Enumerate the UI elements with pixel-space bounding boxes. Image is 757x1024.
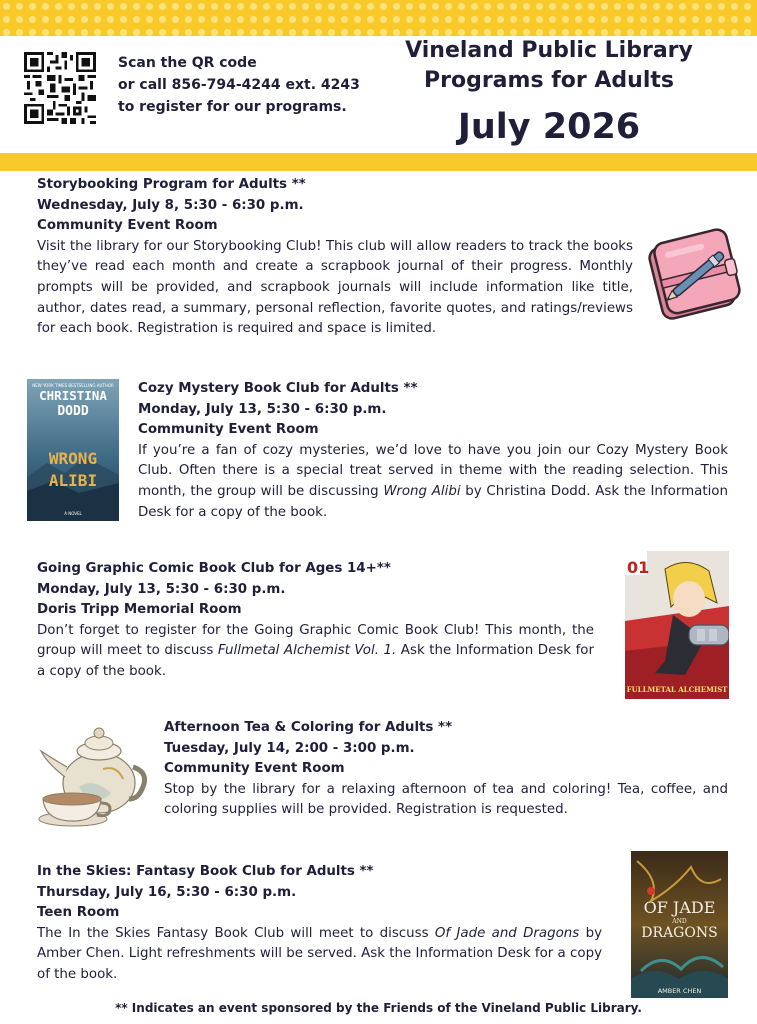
event-title: Afternoon Tea & Coloring for Adults ** xyxy=(164,720,453,735)
event-description: The In the Skies Fantasy Book Club will meet to discuss Of Jade and Dragons by Amber Chen. Light refreshments will be served. Ask the Information Desk for a copy of the book. xyxy=(37,925,602,982)
fullmetal-alchemist-book-cover xyxy=(625,551,729,699)
event-title: Storybooking Program for Adults ** xyxy=(37,177,306,192)
header-divider-band xyxy=(0,153,757,171)
registration-instructions xyxy=(118,52,388,118)
event-going-graphic xyxy=(37,559,594,683)
cover-author-first: CHRISTINA xyxy=(39,388,107,403)
book-title: Of Jade and Dragons xyxy=(434,925,580,941)
event-cozy-mystery xyxy=(138,379,728,523)
event-room: Community Event Room xyxy=(138,422,319,438)
event-storybooking xyxy=(37,175,633,340)
cover-title-2: DRAGONS xyxy=(641,925,718,941)
wrong-alibi-book-cover xyxy=(27,379,119,521)
event-date: Tuesday, July 14, 2:00 - 3:00 p.m. xyxy=(164,740,415,756)
event-afternoon-tea xyxy=(164,718,728,821)
registration-line-3: to register for our programs. xyxy=(118,99,347,115)
page-title xyxy=(396,36,702,150)
cover-title-and: AND xyxy=(672,918,687,925)
event-description: Don’t forget to register for the Going Graphic Comic Book Club! This month, the group will meet to discuss Fullmetal Alchemist Vol. 1. Ask the Information Desk for a copy of the book. xyxy=(37,622,594,679)
registration-line-1: Scan the QR code xyxy=(118,55,257,71)
programs-heading: Programs for Adults xyxy=(424,68,674,93)
event-room: Community Event Room xyxy=(37,218,218,234)
month-heading: July 2026 xyxy=(457,107,641,147)
cover-tagline: NEW YORK TIMES BESTSELLING AUTHOR xyxy=(32,383,114,388)
event-room: Teen Room xyxy=(37,905,120,921)
cover-author: AMBER CHEN xyxy=(657,987,702,995)
library-name: Vineland Public Library xyxy=(405,38,693,63)
teapot-teacup-icon xyxy=(33,707,151,831)
event-description: Visit the library for our Storybooking Club! This club will allow readers to track the books they’ve read each month and create a scrapbook journal of their progress. Monthly prompts will be provided, and scrapbook journals will include information like title, author, dates read, a summary, personal reflection, favorite quotes, and ratings/reviews for each book. Registration is required and space is limited. xyxy=(37,238,633,337)
top-decorative-band xyxy=(0,0,757,36)
event-date: Wednesday, July 8, 5:30 - 6:30 p.m. xyxy=(37,197,304,213)
event-date: Monday, July 13, 5:30 - 6:30 p.m. xyxy=(37,581,286,597)
registration-line-2[interactable]: or call 856-794-4244 ext. 4243 xyxy=(118,77,360,93)
cover-volume-number: 01 xyxy=(627,558,650,577)
book-title: Fullmetal Alchemist Vol. 1. xyxy=(217,643,397,659)
cover-author-last: DODD xyxy=(57,404,89,419)
cover-title-1: WRONG xyxy=(48,449,98,468)
sponsor-note: ** Indicates an event sponsored by the Friends of the Vineland Public Library. xyxy=(115,1001,642,1015)
qr-code[interactable] xyxy=(24,52,96,124)
event-description: Stop by the library for a relaxing afternoon of tea and coloring! Tea, coffee, and coloring supplies will be provided. Registration is requested. xyxy=(164,781,728,818)
cover-title-2: ALIBI xyxy=(48,471,98,490)
event-date: Thursday, July 16, 5:30 - 6:30 p.m. xyxy=(37,884,297,900)
cover-footer: A NOVEL xyxy=(64,511,82,516)
journal-pen-icon xyxy=(641,226,749,326)
event-room: Doris Tripp Memorial Room xyxy=(37,602,242,618)
of-jade-and-dragons-book-cover xyxy=(631,851,728,998)
event-date: Monday, July 13, 5:30 - 6:30 p.m. xyxy=(138,401,387,417)
event-description: If you’re a fan of cozy mysteries, we’d love to have you join our Cozy Mystery Book Club. Often there is a special treat served in theme with the reading selection. This month, the group will be discussing Wrong Alibi by Christina Dodd. Ask the Information Desk for a copy of the book. xyxy=(138,442,728,520)
event-in-the-skies xyxy=(37,862,602,986)
cover-title-1: OF JADE xyxy=(643,898,716,917)
event-room: Community Event Room xyxy=(164,761,345,777)
event-title: Going Graphic Comic Book Club for Ages 14+** xyxy=(37,561,391,576)
book-title: Wrong Alibi xyxy=(383,483,461,499)
event-title: In the Skies: Fantasy Book Club for Adults ** xyxy=(37,864,374,879)
event-title: Cozy Mystery Book Club for Adults ** xyxy=(138,381,418,396)
cover-title: FULLMETAL ALCHEMIST xyxy=(626,685,728,694)
